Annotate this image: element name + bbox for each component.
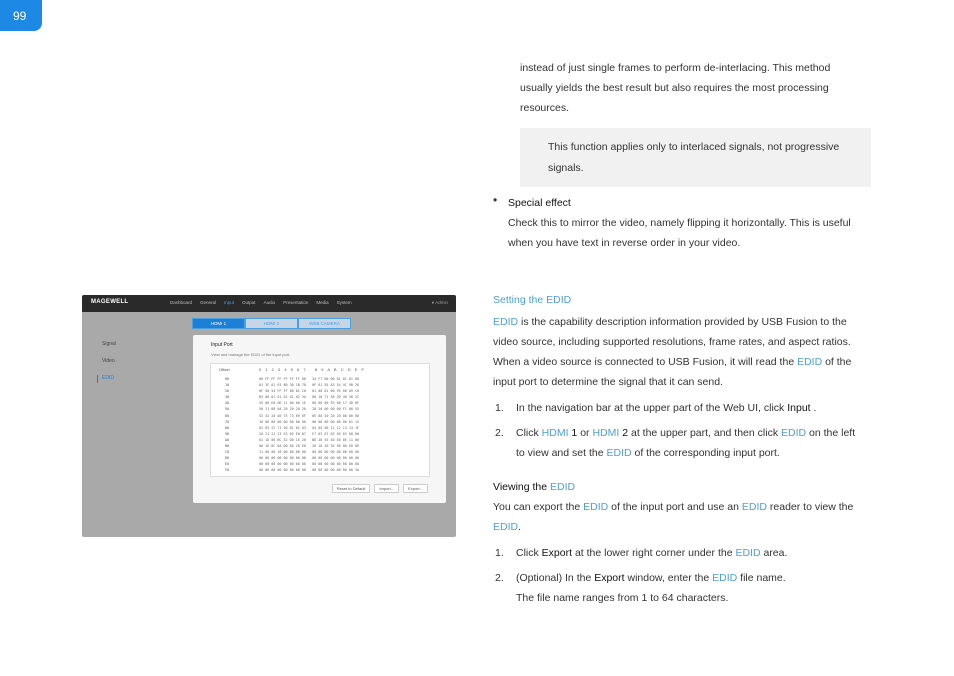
edid-hex-table	[210, 363, 430, 477]
edid-term: EDID	[583, 501, 609, 513]
shot-side-indicator	[97, 375, 98, 383]
shot-user	[432, 300, 449, 305]
shot-panel	[193, 335, 446, 503]
special-effect-line2: when you have text in reverse order in your video.	[508, 237, 741, 249]
shot-side-signal: Signal	[102, 341, 116, 347]
bullet-icon: •	[493, 193, 498, 207]
shot-reset-button: Reset to Default	[332, 484, 371, 493]
edid-term: EDID	[797, 356, 823, 368]
viewing-l1a: You can export the	[493, 501, 584, 513]
setting-edid-line3	[493, 352, 851, 372]
shot-tab-hdmi2: HDMI 2	[245, 318, 298, 329]
viewing-step1a: Click	[516, 547, 542, 559]
viewing-step2-line2: The file name ranges from 1 to 64 characters.	[516, 592, 729, 604]
edid-term: EDID	[781, 427, 807, 439]
shot-nav-audio: Audio	[263, 300, 276, 305]
hex-data: 00 FF FF FF FF FF FF 00 34 F7 00 00 01 01 01 00 01 1F 01 03 80 30 1B 78 0F 61 55 A3 54 4C 9B 26 0F 50 54 FF FF 80 81 C0 81 00 81 80 95 00 A9 C0 B3 00 01 01 01 01 02 3A 80 18 71 38 2D 40 58 2C 45 00 E0 0E 11 00 00 1E 00 00 00 FD 00 17 3D 0F 50 11 00 0A 20 20 20 20 20 20 00 00 00 FC 00 55 53 42 20 46 75 73 69 6F 6E 0A 20 20 20 00 00 00 10 00 00 00 00 00 00 00 00 00 00 00 00 00 01 15 02 03 22 71 50 01 02 03 04 05 90 11 12 13 14 1F 20 21 22 23 E3 05 E0 07 E7 03 07 03 05 03 00 00 01 1D 00 BC 52 D0 1E 20 B8 28 55 40 E0 0E 11 00 00 1E 8C 0A D0 8A 20 E0 2D 10 10 3E 96 00 E0 0E 11 00 00 18 00 00 00 00 00 00 00 00 00 00 00 00 00 00 00 00 00 00 00 00 00 00 00 00 00 00 00 00 00 00 00 00 00 00 00 00 00 00 00 00 00 00 00 00 00 00 00 00 00 00 00 00 00 00 00 00 00 00 00 3A	[259, 377, 360, 473]
viewing-step2c: file name.	[737, 572, 786, 584]
shot-tab-hdmi1: HDMI 1	[192, 318, 245, 329]
shot-buttons	[332, 484, 428, 493]
viewing-l1c: reader to view the	[766, 501, 854, 513]
hdmi-term: HDMI	[592, 427, 620, 439]
setting-edid-heading: Setting the EDID	[493, 294, 572, 306]
input-term: Input	[787, 402, 811, 414]
shot-nav-system: System	[336, 300, 352, 305]
viewing-step2a: (Optional) In the	[516, 572, 595, 584]
setting-edid-l1: is the capability description information provided by USB Fusion to the	[518, 316, 847, 328]
hdmi-1: 1	[568, 427, 578, 439]
shot-tab-webcam: WEB CAMERA	[298, 318, 351, 329]
viewing-line1	[493, 497, 853, 517]
viewing-step2b: window, enter the	[624, 572, 713, 584]
shot-nav-dashboard: Dashboard	[170, 300, 193, 305]
hex-column-header: 0 1 2 3 4 5 6 7 8 9 A B C D E F	[259, 367, 366, 372]
setting-step2a: Click	[516, 427, 542, 439]
para1-line2: usually yields the best result but also requires the most processing	[520, 82, 829, 94]
viewing-l1b: of the input port and use an	[608, 501, 742, 513]
setting-step2d1: to view and set the	[516, 447, 607, 459]
setting-step2b: at the upper part, and then click	[628, 427, 781, 439]
shot-navbar	[82, 295, 456, 312]
setting-step1	[516, 398, 816, 418]
shot-side-edid: EDID	[102, 375, 114, 381]
setting-edid-line1	[493, 312, 847, 332]
shot-panel-title: Input Port	[211, 342, 233, 348]
export-term: Export	[541, 547, 573, 559]
edid-term: EDID	[550, 481, 576, 493]
or-word: or	[577, 427, 593, 439]
setting-step2c: on the left	[806, 427, 856, 439]
setting-step2d2: of the corresponding input port.	[631, 447, 780, 459]
viewing-l2b: .	[518, 521, 522, 533]
hdmi-2: 2	[619, 427, 629, 439]
shot-import-button: Import...	[374, 484, 399, 493]
edid-term: EDID	[493, 521, 519, 533]
shot-user-label: Admin	[435, 300, 448, 305]
viewing-step2-line1	[516, 568, 786, 588]
special-effect-title: Special effect	[508, 197, 571, 209]
page-number: 99	[0, 0, 42, 31]
note-line2: signals.	[548, 162, 584, 174]
setting-step2-line2	[516, 443, 780, 463]
setting-step2-line1	[516, 423, 855, 443]
viewing-heading-a: Viewing the	[493, 481, 551, 493]
viewing-step1	[516, 543, 787, 563]
setting-edid-line2: video source, including supported resolutions, frame rates, and aspect ratios.	[493, 336, 851, 348]
hex-offset-label: Offset	[219, 367, 230, 372]
viewing-edid-heading	[493, 478, 575, 496]
user-icon: ●	[431, 300, 435, 305]
setting-edid-l3a: When a video source is connected to USB Fusion, it will read the	[493, 356, 798, 368]
note-box	[520, 128, 871, 187]
viewing-step1-num: 1.	[495, 547, 504, 559]
shot-nav-items	[170, 300, 352, 305]
viewing-step1c: area.	[760, 547, 788, 559]
para1-line1: instead of just single frames to perform de-interlacing. This method	[520, 62, 831, 74]
setting-step1a: In the navigation bar at the upper part of the Web UI, click	[516, 402, 788, 414]
edid-term: EDID	[493, 316, 519, 328]
shot-side-video: Video	[102, 358, 115, 364]
shot-nav-presentation: Presentation	[283, 300, 309, 305]
setting-step1-num: 1.	[495, 402, 504, 414]
setting-step1b: .	[810, 402, 817, 414]
shot-sidebar	[102, 341, 116, 392]
shot-panel-sub: View and manage the EDID of the input port.	[211, 352, 291, 357]
viewing-step1b: at the lower right corner under the	[572, 547, 736, 559]
shot-nav-media: Media	[316, 300, 329, 305]
edid-term: EDID	[712, 572, 738, 584]
viewing-step2-num: 2.	[495, 572, 504, 584]
web-ui-screenshot	[82, 295, 456, 537]
para1-line3: resources.	[520, 102, 570, 114]
note-line1: This function applies only to interlaced signals, not progressive	[548, 141, 840, 153]
shot-nav-input: Input	[224, 300, 235, 305]
shot-nav-general: General	[200, 300, 217, 305]
hdmi-term: HDMI	[541, 427, 569, 439]
special-effect-line1: Check this to mirror the video, namely flipping it horizontally. This is useful	[508, 217, 851, 229]
setting-step2-num: 2.	[495, 427, 504, 439]
magewell-logo: MAGEWELL	[91, 299, 129, 305]
shot-tabs	[192, 318, 351, 329]
setting-edid-l3b: of the	[822, 356, 852, 368]
shot-nav-output: Output	[242, 300, 256, 305]
export-term: Export	[594, 572, 625, 584]
edid-term: EDID	[606, 447, 632, 459]
viewing-line2	[493, 517, 521, 537]
setting-edid-line4: input port to determine the signal that it can send.	[493, 376, 723, 388]
shot-export-button: Export...	[403, 484, 428, 493]
hex-row-labels: 00 10 20 30 40 50 60 70 80 90 A0 B0 C0 D0 E0 F0	[225, 377, 230, 473]
edid-term: EDID	[741, 501, 767, 513]
edid-term: EDID	[735, 547, 761, 559]
